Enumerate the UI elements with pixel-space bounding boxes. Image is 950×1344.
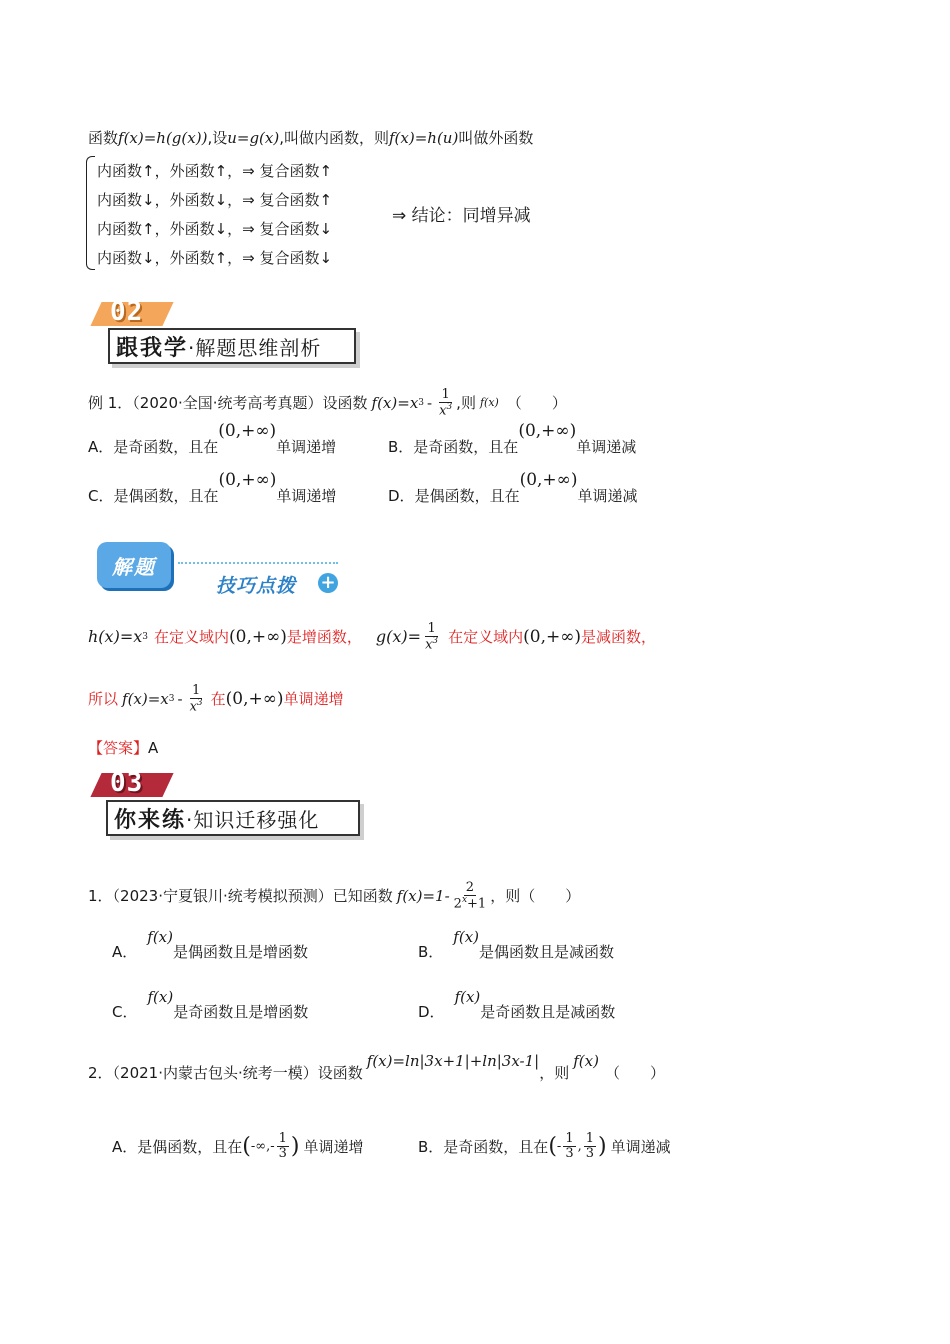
question-2-option-a[interactable]: A． 是偶函数，且在 ( -∞,- $\frac{1}{3}$ ) 单调递增 — [112, 1131, 364, 1161]
conclusion: ⇒ 结论：同增异减 — [392, 206, 531, 226]
section-02-title: 跟我学 — [116, 335, 189, 361]
tip-title: 技巧点拨 — [216, 575, 297, 597]
rules-brace — [86, 156, 95, 270]
plus-icon: + — [318, 573, 338, 593]
definition-line: 函数f(x)=h(g(x)),设u=g(x),叫做内函数，则f(x)=h(u)叫做外函数 — [88, 129, 534, 147]
solution-line-2: 所以 f(x)=x 3 - $\frac{1}{x^3}$ 在 (0,+∞) 单调递增 — [88, 683, 344, 714]
question-1-option-c[interactable]: C． f(x) 是奇函数且是增函数 — [112, 988, 309, 1021]
rule-1: 内函数↑，外函数↑，⇒ 复合函数↑ — [97, 162, 333, 180]
rule-2: 内函数↓，外函数↓，⇒ 复合函数↑ — [97, 191, 333, 209]
example-1-option-b[interactable]: B． 是奇函数，且在 (0,+∞) 单调递减 — [388, 421, 637, 456]
section-03-subtitle: ·知识迁移强化 — [186, 807, 320, 832]
question-1-option-a[interactable]: A． f(x) 是偶函数且是增函数 — [112, 928, 308, 961]
section-02-number: 02 — [110, 297, 144, 327]
dotted-divider — [178, 562, 338, 564]
example-1-option-d[interactable]: D． 是偶函数，且在 (0,+∞) 单调递减 — [388, 470, 638, 505]
section-02-subtitle: ·解题思维剖析 — [188, 335, 322, 360]
solution-badge: 解题 — [97, 542, 171, 588]
example-1-option-a[interactable]: A． 是奇函数，且在 (0,+∞) 单调递增 — [88, 421, 337, 456]
example-1-stem: 例 1．（2020·全国·统考高考真题）设函数 f(x)=x 3 - $\frac{1}{x^3}$ ,则 f(x) （ ） — [88, 387, 567, 418]
question-2-stem: 2．（2021·内蒙古包头·统考一模）设函数 f(x)=ln|3x+1|+ln|3x-1| ，则 f(x) （ ） — [88, 1052, 665, 1082]
question-1-option-d[interactable]: D． f(x) 是奇函数且是减函数 — [418, 988, 616, 1021]
question-1-option-b[interactable]: B． f(x) 是偶函数且是减函数 — [418, 928, 615, 961]
section-03-number: 03 — [110, 768, 144, 798]
example-1-option-c[interactable]: C． 是偶函数，且在 (0,+∞) 单调递增 — [88, 470, 337, 505]
rule-4: 内函数↓，外函数↑，⇒ 复合函数↓ — [97, 249, 333, 267]
question-2-option-b[interactable]: B． 是奇函数，且在 ( - $\frac{1}{3}$ , $\frac{1}{3}$ ) 单调递减 — [418, 1131, 671, 1161]
section-03-title: 你来练 — [114, 807, 187, 833]
question-1-stem: 1．（2023·宁夏银川·统考模拟预测）已知函数 f(x)=1- $\frac{2}{2^x+1}$ ，则（ ） — [88, 880, 581, 911]
section-02-title-box — [108, 328, 356, 364]
answer: 【答案】A — [88, 739, 159, 757]
solution-line-1: h(x)=x 3 在定义域内 (0,+∞) 是增函数， g(x)= $\frac{1}{x^3}$ 在定义域内 (0,+∞) 是减函数， — [88, 621, 657, 652]
rule-3: 内函数↑，外函数↓，⇒ 复合函数↓ — [97, 220, 333, 238]
section-03-title-box — [106, 800, 360, 836]
